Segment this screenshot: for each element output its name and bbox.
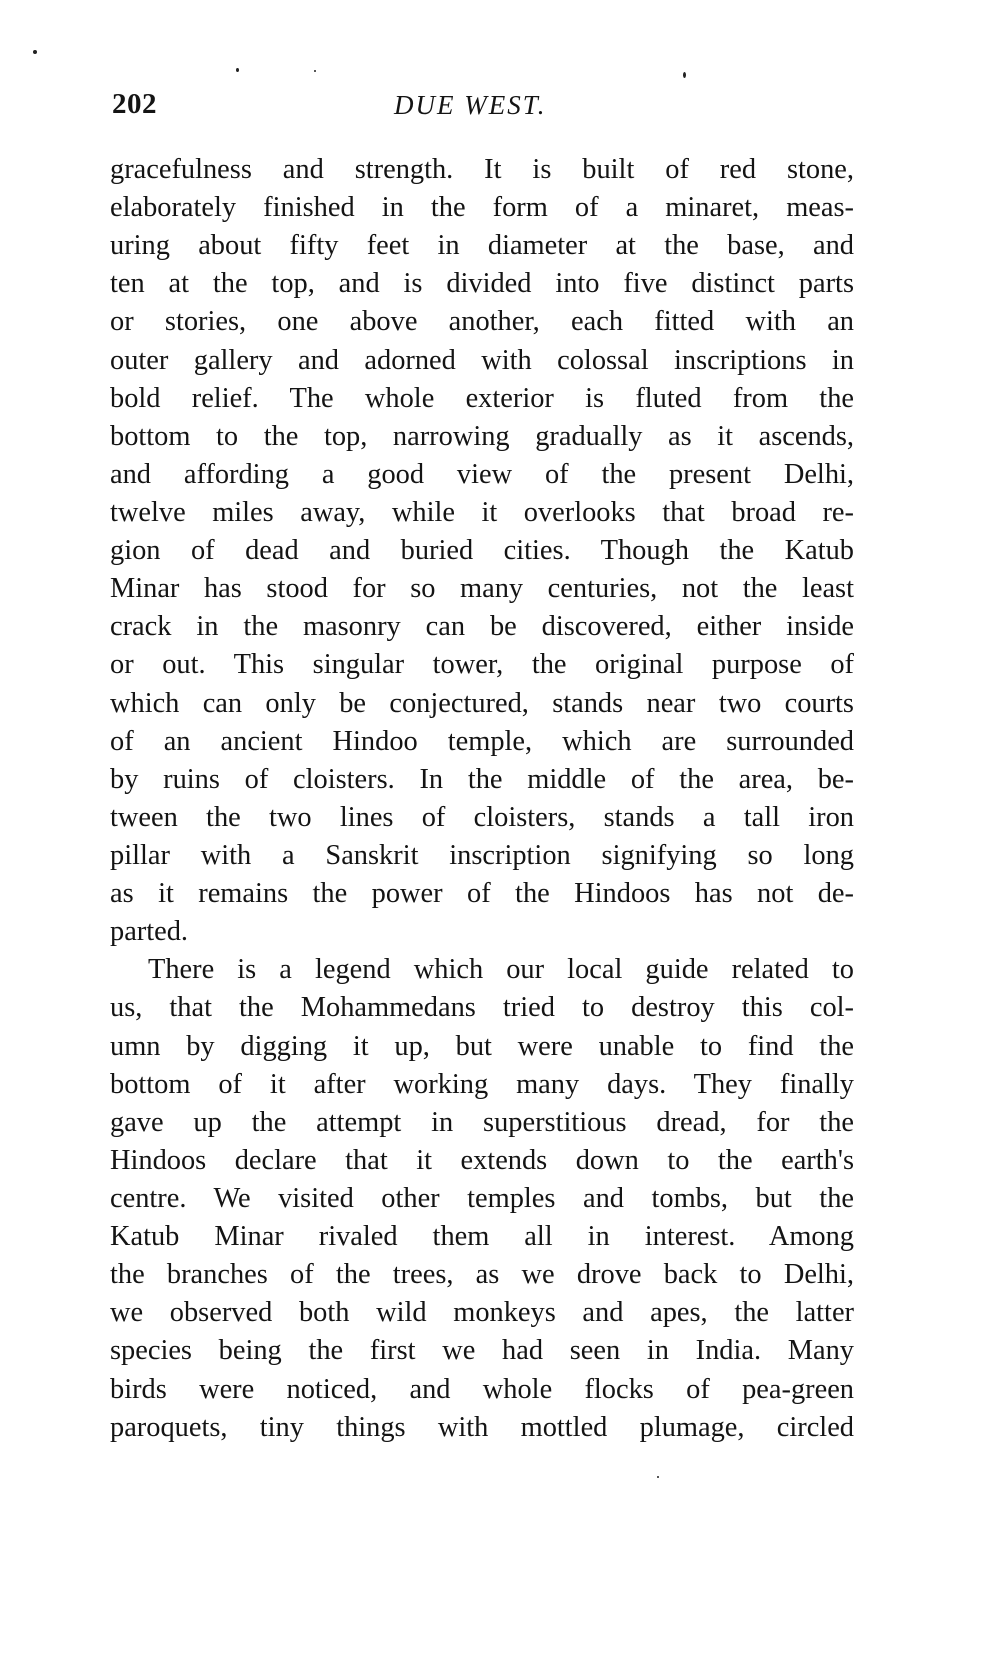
page-header (112, 88, 882, 128)
text-line: pillar with a Sanskrit inscription signifying so long (110, 839, 854, 871)
text-line: bottom of it after working many days. They finally (110, 1068, 854, 1100)
text-line: the branches of the trees, as we drove back to Delhi, (110, 1259, 854, 1291)
scan-speck (314, 70, 316, 72)
page-number: 202 (112, 88, 157, 120)
text-line: bottom to the top, narrowing gradually as it ascends, (110, 420, 854, 452)
text-line: gave up the attempt in superstitious dread, for the (110, 1106, 854, 1138)
text-line: There is a legend which our local guide related to (148, 954, 854, 986)
text-line: Hindoos declare that it extends down to the earth's (110, 1144, 854, 1176)
text-line: which can only be conjectured, stands near two courts (110, 687, 854, 719)
scan-speck (683, 72, 686, 78)
text-line: or stories, one above another, each fitted with an (110, 306, 854, 338)
text-line: Minar has stood for so many centuries, not the least (110, 573, 854, 605)
text-line: crack in the masonry can be discovered, either inside (110, 611, 854, 643)
body-text (110, 151, 854, 1447)
text-line: us, that the Mohammedans tried to destroy this col- (110, 992, 854, 1024)
scan-speck (236, 68, 239, 72)
text-line: uring about fifty feet in diameter at the base, and (110, 230, 854, 262)
paragraph (110, 151, 854, 951)
text-line: we observed both wild monkeys and apes, the latter (110, 1297, 854, 1329)
text-line: bold relief. The whole exterior is fluted from the (110, 382, 854, 414)
text-line: parted. (110, 916, 189, 948)
text-line: birds were noticed, and whole flocks of pea-green (110, 1373, 854, 1405)
text-line: gracefulness and strength. It is built of red stone, (110, 154, 854, 185)
scan-speck (33, 50, 37, 54)
text-line: ten at the top, and is divided into five distinct parts (110, 268, 854, 300)
scan-speck (657, 1476, 659, 1478)
text-line: centre. We visited other temples and tombs, but the (110, 1182, 854, 1214)
text-line: by ruins of cloisters. In the middle of the area, be- (110, 763, 854, 795)
text-line: elaborately finished in the form of a minaret, meas- (110, 192, 854, 224)
text-line: gion of dead and buried cities. Though the Katub (110, 535, 854, 567)
text-line: paroquets, tiny things with mottled plumage, circled (110, 1411, 854, 1443)
text-line: as it remains the power of the Hindoos has not de- (110, 878, 854, 910)
text-line: and affording a good view of the present Delhi, (110, 458, 854, 490)
text-line: tween the two lines of cloisters, stands a tall iron (110, 801, 854, 833)
text-line: of an ancient Hindoo temple, which are surrounded (110, 725, 854, 757)
text-line: or out. This singular tower, the original purpose of (110, 649, 854, 681)
text-line: umn by digging it up, but were unable to find the (110, 1030, 854, 1062)
running-title: DUE WEST. (394, 90, 547, 120)
text-line: species being the first we had seen in India. Many (110, 1335, 854, 1367)
paragraph (110, 951, 854, 1446)
text-line: outer gallery and adorned with colossal inscriptions in (110, 344, 854, 376)
text-line: Katub Minar rivaled them all in interest. Among (110, 1221, 854, 1253)
text-line: twelve miles away, while it overlooks that broad re- (110, 496, 854, 528)
